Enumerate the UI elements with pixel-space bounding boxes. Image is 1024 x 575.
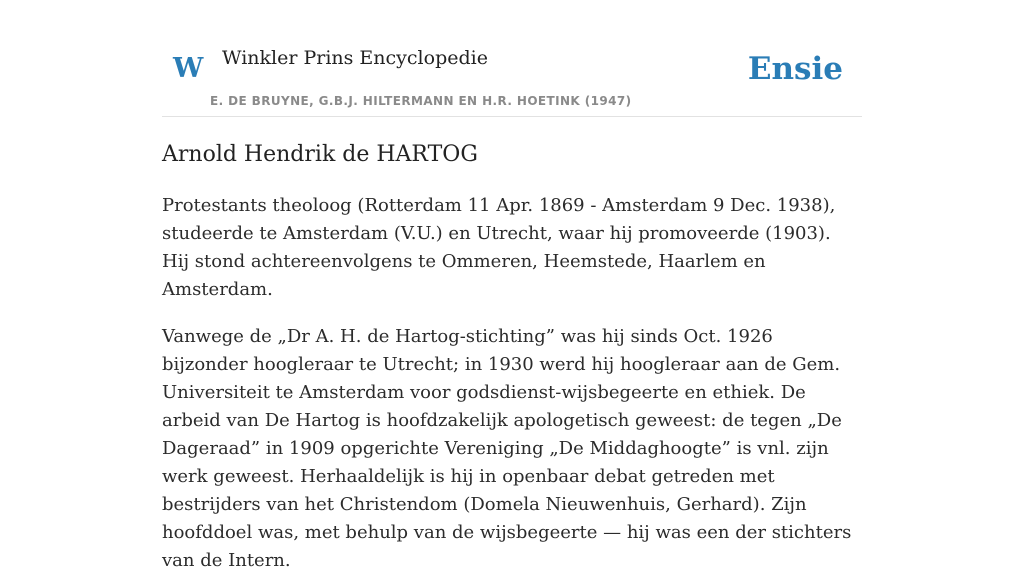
publication-authors: E. DE BRUYNE, G.B.J. HILTERMANN EN H.R. HOETINK (1947) [210,94,632,108]
publication-title[interactable]: Winkler Prins Encyclopedie [222,47,488,69]
ensie-logo[interactable]: Ensie [747,51,843,87]
winkler-prins-logo[interactable]: W [173,53,204,84]
article [162,138,862,575]
site-header [162,0,862,117]
article-paragraph-2: Vanwege de „Dr A. H. de Hartog-stichting” was hij sinds Oct. 1926 bijzonder hoogleraar te Utrecht; in 1930 werd hij hoogleraar aan de Gem. Universiteit te Amsterdam voor godsdienst-wijsbegeerte en ethiek. De arbeid van De Hartog is hoofdzakelijk apologetisch geweest: de tegen „De Dageraad” in 1909 opgerichte Vereniging „De Middaghoogte” is vnl. zijn werk geweest. Herhaaldelijk is hij in openbaar debat getreden met bestrijders van het Christendom (Domela Nieuwenhuis, Gerhard). Zijn hoofddoel was, met behulp van de wijsbegeerte — hij was een der stichters van de Intern. [162,326,852,571]
article-paragraph-1: Protestants theoloog (Rotterdam 11 Apr. 1869 - Amsterdam 9 Dec. 1938), studeerde te Amsterdam (V.U.) en Utrecht, waar hij promoveerde (1903). Hij stond achtereenvolgens te Ommeren, Heemstede, Haarlem en Amsterdam. [162,195,836,300]
article-title: Arnold Hendrik de HARTOG [162,142,478,167]
